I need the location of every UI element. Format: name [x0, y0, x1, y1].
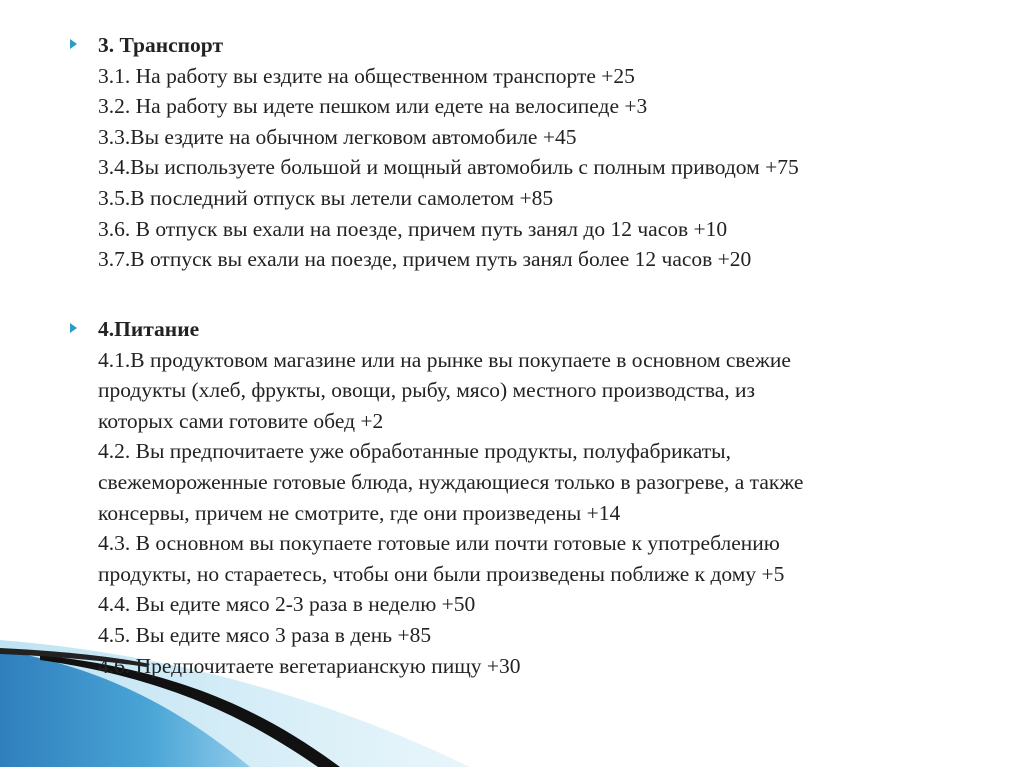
list-item: 4.3. В основном вы покупаете готовые или почти готовые к употреблению: [98, 531, 780, 556]
list-item: 4.4. Вы едите мясо 2-3 раза в неделю +50: [98, 592, 476, 617]
bullet-arrow-icon: [70, 323, 77, 333]
transport-list: [98, 30, 970, 275]
list-item: 3.2. На работу вы идете пешком или едете на велосипеде +3: [98, 94, 648, 119]
list-item: 3.4.Вы используете большой и мощный автомобиль с полным приводом +75: [98, 155, 799, 180]
list-item: 3.3.Вы ездите на обычном легковом автомобиле +45: [98, 124, 577, 149]
bullet-arrow-icon: [70, 39, 77, 49]
list-item: 4.6. Предпочитаете вегетарианскую пищу +30: [98, 653, 521, 678]
list-item: 3.1. На работу вы ездите на общественном транспорте +25: [98, 63, 635, 88]
list-item: которых сами готовите обед +2: [98, 408, 384, 433]
list-item: 3.5.В последний отпуск вы летели самолетом +85: [98, 185, 554, 210]
list-item: продукты, но стараетесь, чтобы они были произведены поближе к дому +5: [98, 561, 785, 586]
list-item: 4.1.В продуктовом магазине или на рынке вы покупаете в основном свежие: [98, 347, 791, 372]
list-item: консервы, причем не смотрите, где они произведены +14: [98, 500, 621, 525]
list-item: свежемороженные готовые блюда, нуждающиеся только в разогреве, а также: [98, 469, 804, 494]
section-heading: 3. Транспорт: [98, 33, 224, 57]
list-item: продукты (хлеб, фрукты, овощи, рыбу, мясо) местного производства, из: [98, 378, 755, 403]
section-transport: [70, 30, 970, 275]
list-item: 4.5. Вы едите мясо 3 раза в день +85: [98, 622, 432, 647]
list-item: 3.6. В отпуск вы ехали на поезде, причем путь занял до 12 часов +10: [98, 216, 728, 241]
section-food: [70, 314, 970, 681]
list-item: 4.2. Вы предпочитаете уже обработанные продукты, полуфабрикаты,: [98, 439, 731, 464]
section-heading: 4.Питание: [98, 317, 200, 341]
list-item: 3.7.В отпуск вы ехали на поезде, причем путь занял более 12 часов +20: [98, 247, 752, 272]
food-list: [98, 314, 970, 681]
